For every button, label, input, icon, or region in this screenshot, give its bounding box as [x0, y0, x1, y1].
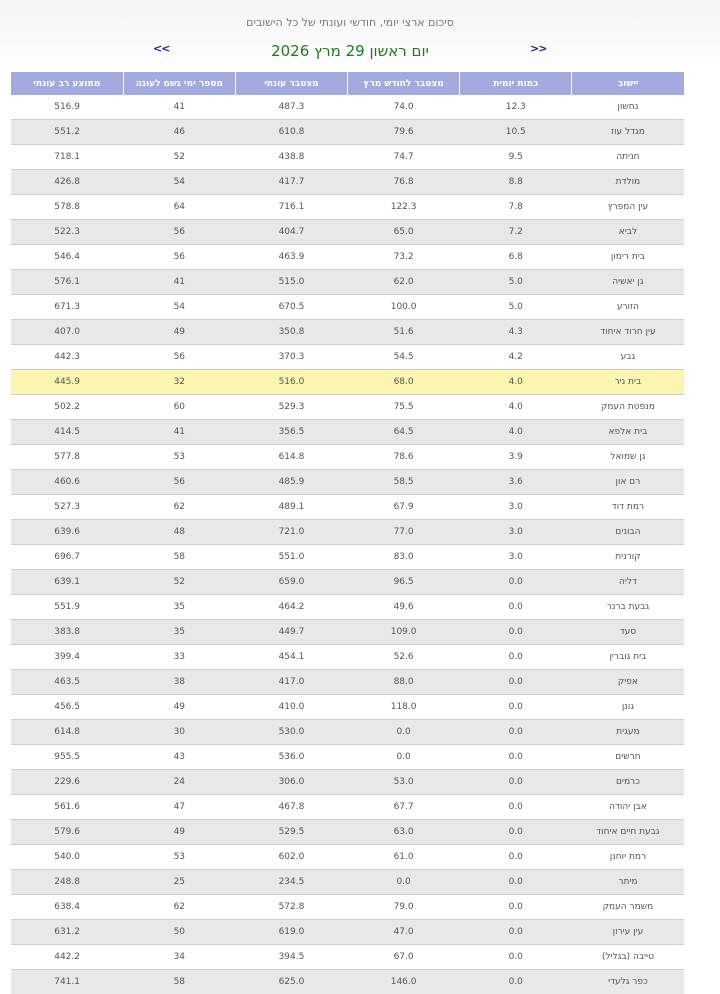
- rain-days-cell: 48: [123, 520, 235, 545]
- average-cell: 527.3: [11, 495, 123, 520]
- settlement-cell: בית גוברין: [572, 645, 684, 670]
- month-total-cell: 73.2: [348, 245, 460, 270]
- average-cell: 540.0: [11, 845, 123, 870]
- daily-amount-cell: 0.0: [460, 970, 572, 994]
- daily-amount-cell: 0.0: [460, 695, 572, 720]
- month-total-cell: 58.5: [348, 470, 460, 495]
- table-row: [11, 670, 684, 695]
- average-cell: 229.6: [11, 770, 123, 795]
- daily-amount-cell: 0.0: [460, 845, 572, 870]
- table-row: [11, 570, 684, 595]
- month-total-cell: 83.0: [348, 545, 460, 570]
- rain-days-cell: 53: [123, 845, 235, 870]
- average-cell: 248.8: [11, 870, 123, 895]
- daily-amount-cell: 0.0: [460, 570, 572, 595]
- season-total-cell: 394.5: [235, 945, 347, 970]
- average-cell: 383.8: [11, 620, 123, 645]
- daily-amount-cell: 0.0: [460, 795, 572, 820]
- rainfall-table-container: [11, 72, 684, 994]
- average-cell: 426.8: [11, 170, 123, 195]
- daily-amount-cell: 5.0: [460, 270, 572, 295]
- table-row: [11, 595, 684, 620]
- rain-days-cell: 41: [123, 270, 235, 295]
- table-row: [11, 420, 684, 445]
- daily-amount-cell: 0.0: [460, 770, 572, 795]
- settlement-cell: מנפטת העמק: [572, 395, 684, 420]
- table-row: [11, 370, 684, 395]
- daily-amount-cell: 4.0: [460, 370, 572, 395]
- date-navigation: [0, 40, 700, 64]
- average-cell: 399.4: [11, 645, 123, 670]
- average-cell: 577.8: [11, 445, 123, 470]
- month-total-cell: 118.0: [348, 695, 460, 720]
- table-row: [11, 95, 684, 120]
- prev-day-link[interactable]: <<: [153, 42, 170, 55]
- season-total-cell: 306.0: [235, 770, 347, 795]
- month-total-cell: 109.0: [348, 620, 460, 645]
- average-cell: 551.2: [11, 120, 123, 145]
- settlement-cell: גן שמואל: [572, 445, 684, 470]
- settlement-cell: גבעת חיים איחוד: [572, 820, 684, 845]
- settlement-cell: הבונים: [572, 520, 684, 545]
- rain-days-cell: 58: [123, 970, 235, 994]
- rain-days-cell: 49: [123, 820, 235, 845]
- average-cell: 522.3: [11, 220, 123, 245]
- average-cell: 718.1: [11, 145, 123, 170]
- average-cell: 414.5: [11, 420, 123, 445]
- daily-amount-cell: 12.3: [460, 95, 572, 120]
- daily-amount-cell: 8.8: [460, 170, 572, 195]
- table-row: [11, 345, 684, 370]
- average-cell: 614.8: [11, 720, 123, 745]
- average-cell: 551.9: [11, 595, 123, 620]
- settlement-cell: בית ניר: [572, 370, 684, 395]
- average-cell: 516.9: [11, 95, 123, 120]
- table-row: [11, 745, 684, 770]
- season-total-cell: 670.5: [235, 295, 347, 320]
- next-day-link[interactable]: >>: [530, 42, 547, 55]
- month-total-cell: 88.0: [348, 670, 460, 695]
- settlement-cell: גבע: [572, 345, 684, 370]
- season-total-cell: 489.1: [235, 495, 347, 520]
- settlement-cell: רמת יוחנן: [572, 845, 684, 870]
- settlement-cell: כפר גלעדי: [572, 970, 684, 994]
- settlement-cell: חניתה: [572, 145, 684, 170]
- daily-amount-cell: 3.9: [460, 445, 572, 470]
- rain-days-cell: 54: [123, 295, 235, 320]
- season-total-cell: 485.9: [235, 470, 347, 495]
- table-row: [11, 545, 684, 570]
- season-total-cell: 614.8: [235, 445, 347, 470]
- season-total-cell: 619.0: [235, 920, 347, 945]
- settlement-cell: טייבה (בגליל): [572, 945, 684, 970]
- month-total-cell: 76.8: [348, 170, 460, 195]
- daily-amount-cell: 9.5: [460, 145, 572, 170]
- season-total-cell: 438.8: [235, 145, 347, 170]
- table-row: [11, 270, 684, 295]
- season-total-cell: 529.5: [235, 820, 347, 845]
- settlement-cell: מעגית: [572, 720, 684, 745]
- settlement-cell: מיתר: [572, 870, 684, 895]
- season-total-cell: 350.8: [235, 320, 347, 345]
- daily-amount-cell: 4.3: [460, 320, 572, 345]
- rain-days-cell: 49: [123, 695, 235, 720]
- rain-days-cell: 60: [123, 395, 235, 420]
- month-total-cell: 54.5: [348, 345, 460, 370]
- table-row: [11, 245, 684, 270]
- average-cell: 442.2: [11, 945, 123, 970]
- rain-days-cell: 47: [123, 795, 235, 820]
- average-cell: 955.5: [11, 745, 123, 770]
- average-cell: 561.6: [11, 795, 123, 820]
- daily-amount-cell: 4.2: [460, 345, 572, 370]
- average-cell: 460.6: [11, 470, 123, 495]
- rain-days-cell: 56: [123, 245, 235, 270]
- settlement-cell: אבן יהודה: [572, 795, 684, 820]
- settlement-cell: רם און: [572, 470, 684, 495]
- month-total-cell: 63.0: [348, 820, 460, 845]
- settlement-cell: גבעת ברנר: [572, 595, 684, 620]
- month-total-cell: 79.6: [348, 120, 460, 145]
- month-total-cell: 75.5: [348, 395, 460, 420]
- settlement-cell: נחשון: [572, 95, 684, 120]
- daily-amount-cell: 0.0: [460, 895, 572, 920]
- settlement-cell: סעד: [572, 620, 684, 645]
- season-total-cell: 410.0: [235, 695, 347, 720]
- rain-days-cell: 35: [123, 595, 235, 620]
- rain-days-cell: 30: [123, 720, 235, 745]
- month-total-cell: 0.0: [348, 720, 460, 745]
- settlement-cell: מגדל עוז: [572, 120, 684, 145]
- table-row: [11, 170, 684, 195]
- daily-amount-cell: 0.0: [460, 645, 572, 670]
- settlement-cell: מולדת: [572, 170, 684, 195]
- table-header-row: [11, 72, 684, 95]
- season-total-cell: 515.0: [235, 270, 347, 295]
- daily-amount-cell: 5.0: [460, 295, 572, 320]
- average-cell: 671.3: [11, 295, 123, 320]
- average-cell: 696.7: [11, 545, 123, 570]
- rain-days-cell: 52: [123, 145, 235, 170]
- month-total-cell: 65.0: [348, 220, 460, 245]
- settlement-cell: משמר העמק: [572, 895, 684, 920]
- season-total-cell: 659.0: [235, 570, 347, 595]
- table-row: [11, 695, 684, 720]
- season-total-cell: 463.9: [235, 245, 347, 270]
- daily-amount-cell: 10.5: [460, 120, 572, 145]
- season-total-cell: 721.0: [235, 520, 347, 545]
- month-total-cell: 62.0: [348, 270, 460, 295]
- table-row: [11, 970, 684, 994]
- table-row: [11, 145, 684, 170]
- daily-amount-cell: 0.0: [460, 745, 572, 770]
- table-row: [11, 320, 684, 345]
- season-total-cell: 487.3: [235, 95, 347, 120]
- rain-days-cell: 53: [123, 445, 235, 470]
- month-total-cell: 74.0: [348, 95, 460, 120]
- daily-amount-cell: 4.0: [460, 395, 572, 420]
- rainfall-table: [11, 72, 684, 994]
- rain-days-cell: 46: [123, 120, 235, 145]
- rain-days-cell: 24: [123, 770, 235, 795]
- rain-days-cell: 32: [123, 370, 235, 395]
- rain-days-cell: 56: [123, 470, 235, 495]
- rain-days-cell: 25: [123, 870, 235, 895]
- average-cell: 576.1: [11, 270, 123, 295]
- daily-amount-cell: 4.0: [460, 420, 572, 445]
- rain-days-cell: 54: [123, 170, 235, 195]
- season-total-cell: 536.0: [235, 745, 347, 770]
- settlement-cell: עין חרוד איחוד: [572, 320, 684, 345]
- month-total-cell: 96.5: [348, 570, 460, 595]
- season-total-cell: 529.3: [235, 395, 347, 420]
- season-total-cell: 602.0: [235, 845, 347, 870]
- table-row: [11, 520, 684, 545]
- daily-amount-cell: 0.0: [460, 720, 572, 745]
- column-header-rain-days: מספר ימי גשם לעונה: [123, 72, 235, 95]
- season-total-cell: 356.5: [235, 420, 347, 445]
- settlement-cell: עין המפרץ: [572, 195, 684, 220]
- settlement-cell: גן יאשיה: [572, 270, 684, 295]
- rain-days-cell: 43: [123, 745, 235, 770]
- average-cell: 579.6: [11, 820, 123, 845]
- table-row: [11, 495, 684, 520]
- table-row: [11, 295, 684, 320]
- season-total-cell: 625.0: [235, 970, 347, 994]
- season-total-cell: 467.8: [235, 795, 347, 820]
- month-total-cell: 79.0: [348, 895, 460, 920]
- month-total-cell: 74.7: [348, 145, 460, 170]
- average-cell: 578.8: [11, 195, 123, 220]
- month-total-cell: 53.0: [348, 770, 460, 795]
- month-total-cell: 0.0: [348, 870, 460, 895]
- season-total-cell: 610.8: [235, 120, 347, 145]
- table-row: [11, 920, 684, 945]
- rain-days-cell: 62: [123, 895, 235, 920]
- season-total-cell: 464.2: [235, 595, 347, 620]
- settlement-cell: בית רימון: [572, 245, 684, 270]
- daily-amount-cell: 0.0: [460, 670, 572, 695]
- average-cell: 502.2: [11, 395, 123, 420]
- season-total-cell: 234.5: [235, 870, 347, 895]
- rain-days-cell: 58: [123, 545, 235, 570]
- rain-days-cell: 52: [123, 570, 235, 595]
- table-row: [11, 195, 684, 220]
- table-row: [11, 820, 684, 845]
- table-row: [11, 120, 684, 145]
- average-cell: 631.2: [11, 920, 123, 945]
- table-row: [11, 645, 684, 670]
- daily-amount-cell: 0.0: [460, 870, 572, 895]
- average-cell: 546.4: [11, 245, 123, 270]
- month-total-cell: 146.0: [348, 970, 460, 994]
- month-total-cell: 78.6: [348, 445, 460, 470]
- daily-amount-cell: 3.6: [460, 470, 572, 495]
- average-cell: 639.6: [11, 520, 123, 545]
- settlement-cell: דליה: [572, 570, 684, 595]
- table-row: [11, 845, 684, 870]
- month-total-cell: 51.6: [348, 320, 460, 345]
- season-total-cell: 551.0: [235, 545, 347, 570]
- settlement-cell: הזורע: [572, 295, 684, 320]
- date-title: יום ראשון 29 מרץ 2026: [271, 42, 429, 60]
- daily-amount-cell: 3.0: [460, 495, 572, 520]
- daily-amount-cell: 0.0: [460, 945, 572, 970]
- season-total-cell: 716.1: [235, 195, 347, 220]
- rain-days-cell: 33: [123, 645, 235, 670]
- rain-days-cell: 56: [123, 345, 235, 370]
- month-total-cell: 67.9: [348, 495, 460, 520]
- month-total-cell: 77.0: [348, 520, 460, 545]
- table-row: [11, 470, 684, 495]
- table-row: [11, 395, 684, 420]
- table-row: [11, 945, 684, 970]
- rain-days-cell: 62: [123, 495, 235, 520]
- table-row: [11, 870, 684, 895]
- month-total-cell: 67.0: [348, 945, 460, 970]
- settlement-cell: חרשים: [572, 745, 684, 770]
- page-subtitle: סיכום ארצי יומי, חודשי ועונתי של כל הישובים: [246, 16, 454, 29]
- table-row: [11, 445, 684, 470]
- daily-amount-cell: 0.0: [460, 820, 572, 845]
- month-total-cell: 100.0: [348, 295, 460, 320]
- month-total-cell: 47.0: [348, 920, 460, 945]
- rain-days-cell: 38: [123, 670, 235, 695]
- season-total-cell: 404.7: [235, 220, 347, 245]
- table-row: [11, 770, 684, 795]
- rain-days-cell: 49: [123, 320, 235, 345]
- settlement-cell: אפיק: [572, 670, 684, 695]
- season-total-cell: 417.0: [235, 670, 347, 695]
- season-total-cell: 417.7: [235, 170, 347, 195]
- settlement-cell: גונן: [572, 695, 684, 720]
- settlement-cell: רמת דוד: [572, 495, 684, 520]
- average-cell: 456.5: [11, 695, 123, 720]
- rain-days-cell: 34: [123, 945, 235, 970]
- daily-amount-cell: 7.8: [460, 195, 572, 220]
- rain-days-cell: 56: [123, 220, 235, 245]
- settlement-cell: קורנית: [572, 545, 684, 570]
- month-total-cell: 67.7: [348, 795, 460, 820]
- column-header-settlement: יישוב: [572, 72, 684, 95]
- table-row: [11, 720, 684, 745]
- average-cell: 638.4: [11, 895, 123, 920]
- daily-amount-cell: 3.0: [460, 520, 572, 545]
- column-header-season-total: מצטבר עונתי: [235, 72, 347, 95]
- average-cell: 407.0: [11, 320, 123, 345]
- season-total-cell: 370.3: [235, 345, 347, 370]
- month-total-cell: 52.6: [348, 645, 460, 670]
- daily-amount-cell: 6.8: [460, 245, 572, 270]
- rain-days-cell: 41: [123, 95, 235, 120]
- table-row: [11, 220, 684, 245]
- table-row: [11, 795, 684, 820]
- settlement-cell: לביא: [572, 220, 684, 245]
- month-total-cell: 61.0: [348, 845, 460, 870]
- season-total-cell: 516.0: [235, 370, 347, 395]
- rain-days-cell: 41: [123, 420, 235, 445]
- month-total-cell: 68.0: [348, 370, 460, 395]
- column-header-daily-amount: כמות יומית: [460, 72, 572, 95]
- table-body: [11, 95, 684, 994]
- average-cell: 741.1: [11, 970, 123, 994]
- month-total-cell: 0.0: [348, 745, 460, 770]
- daily-amount-cell: 3.0: [460, 545, 572, 570]
- average-cell: 639.1: [11, 570, 123, 595]
- column-header-month-total: מצטבר לחודש מרץ: [348, 72, 460, 95]
- rain-days-cell: 35: [123, 620, 235, 645]
- season-total-cell: 449.7: [235, 620, 347, 645]
- daily-amount-cell: 0.0: [460, 620, 572, 645]
- month-total-cell: 49.6: [348, 595, 460, 620]
- table-row: [11, 620, 684, 645]
- average-cell: 445.9: [11, 370, 123, 395]
- table-row: [11, 895, 684, 920]
- season-total-cell: 530.0: [235, 720, 347, 745]
- average-cell: 463.5: [11, 670, 123, 695]
- daily-amount-cell: 0.0: [460, 920, 572, 945]
- rain-days-cell: 50: [123, 920, 235, 945]
- column-header-multi-season-average: ממוצע רב עונתי: [11, 72, 123, 95]
- month-total-cell: 64.5: [348, 420, 460, 445]
- season-total-cell: 454.1: [235, 645, 347, 670]
- settlement-cell: כרמים: [572, 770, 684, 795]
- settlement-cell: בית אלפא: [572, 420, 684, 445]
- daily-amount-cell: 7.2: [460, 220, 572, 245]
- rain-days-cell: 64: [123, 195, 235, 220]
- average-cell: 442.3: [11, 345, 123, 370]
- settlement-cell: עין עירון: [572, 920, 684, 945]
- daily-amount-cell: 0.0: [460, 595, 572, 620]
- month-total-cell: 122.3: [348, 195, 460, 220]
- season-total-cell: 572.8: [235, 895, 347, 920]
